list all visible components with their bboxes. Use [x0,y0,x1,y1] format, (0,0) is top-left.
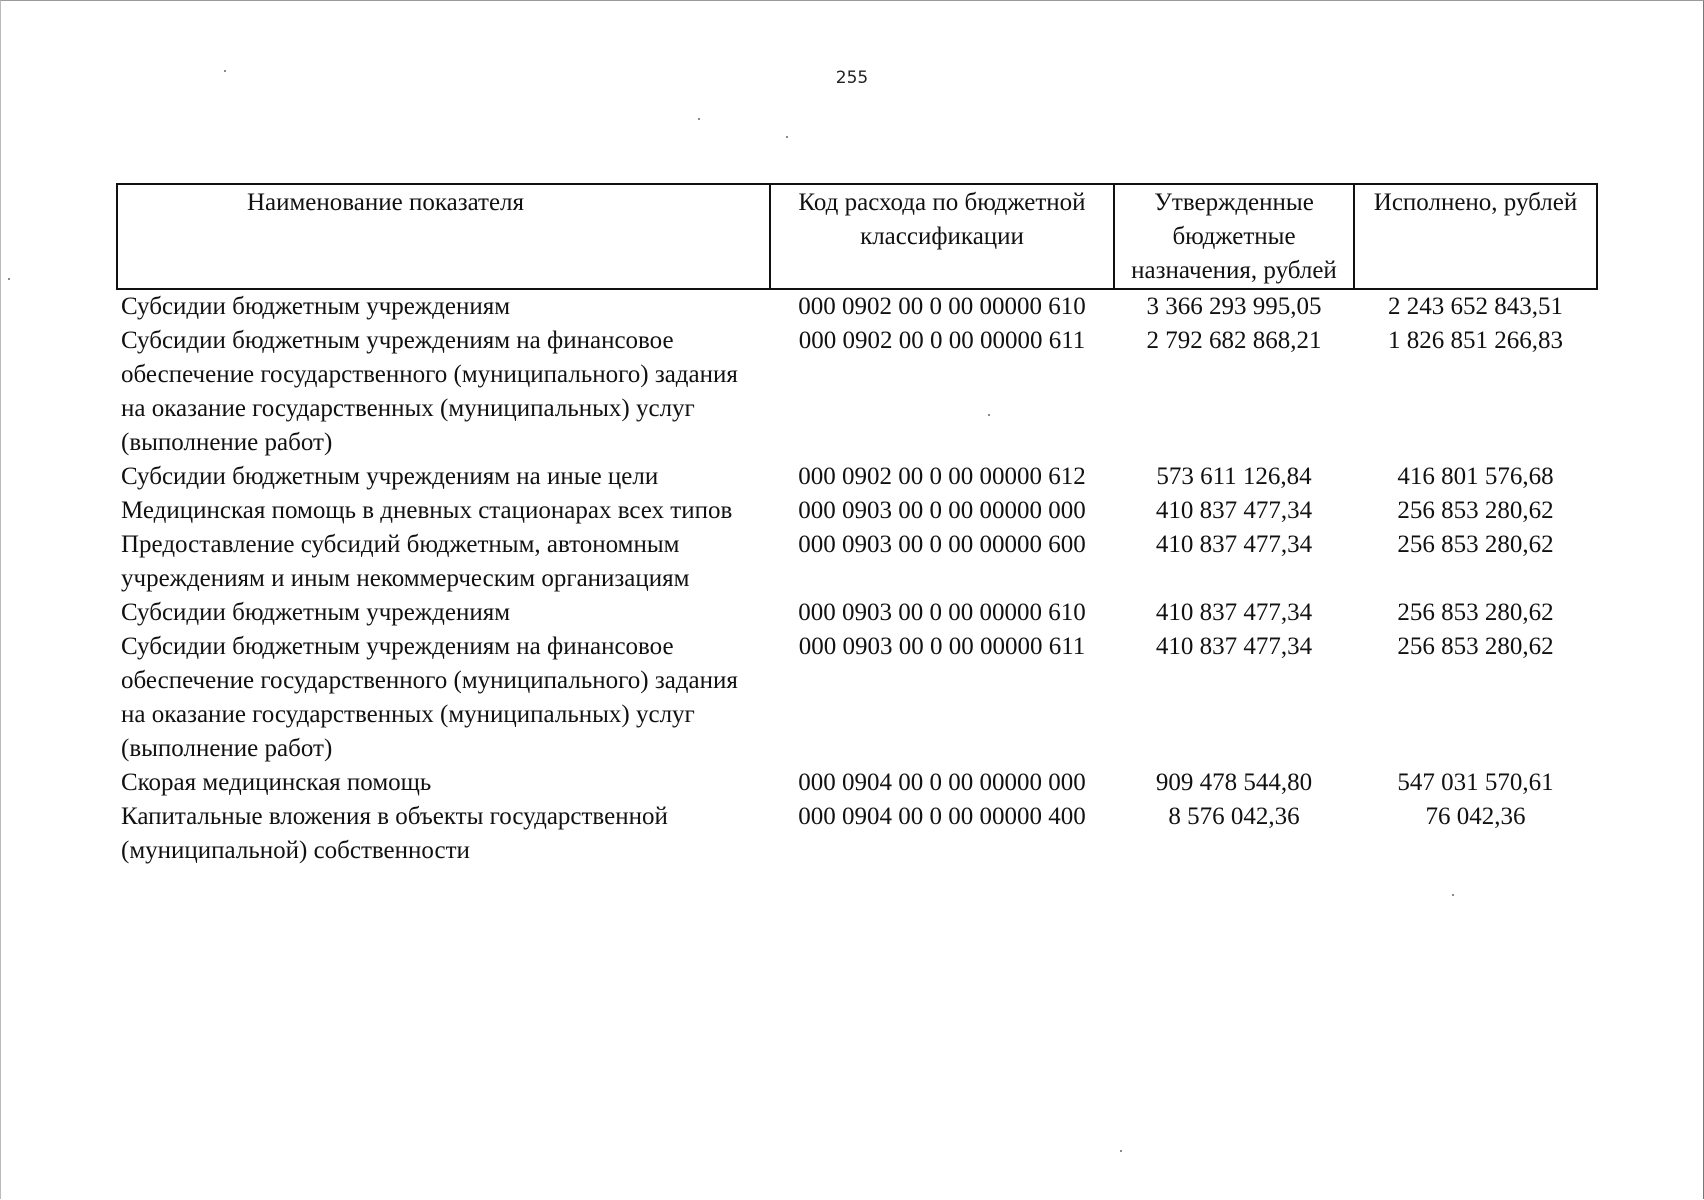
scan-speck [1120,1150,1122,1152]
row-code: 000 0903 00 0 00 00000 610 [798,599,1086,626]
row-name: Капитальные вложения в объекты государственной (муниципальной) собственности [121,803,668,864]
table-row [117,324,1597,460]
table-row [117,630,1597,766]
row-code: 000 0904 00 0 00 00000 000 [798,769,1086,796]
row-name: Субсидии бюджетным учреждениям на финансовое обеспечение государственного (муниципального) задания на оказание государственных (муниципальных) услуг (выполнение работ) [121,633,738,762]
table-body [117,289,1597,868]
row-executed: 256 853 280,62 [1397,531,1554,558]
table-header [117,184,1597,289]
row-approved: 2 792 682 868,21 [1146,327,1322,354]
row-executed: 76 042,36 [1425,803,1526,830]
row-approved: 8 576 042,36 [1168,803,1300,830]
table-row [117,289,1597,324]
row-approved: 410 837 477,34 [1155,599,1313,626]
row-name: Скорая медицинская помощь [121,769,432,796]
header-executed-amount: Исполнено, рублей [1354,184,1597,289]
row-code: 000 0902 00 0 00 00000 610 [798,293,1086,320]
table-row [117,766,1597,800]
row-executed: 1 826 851 266,83 [1388,327,1563,354]
scan-speck [1452,894,1454,896]
row-approved: 3 366 293 995,05 [1146,293,1322,320]
budget-table [116,183,1598,868]
row-executed: 256 853 280,62 [1397,599,1554,626]
scan-speck [988,414,990,416]
row-approved: 909 478 544,80 [1155,769,1313,796]
row-code: 000 0902 00 0 00 00000 611 [798,327,1086,354]
scan-speck [698,118,700,120]
row-approved: 410 837 477,34 [1155,633,1313,660]
scan-speck [786,136,788,138]
row-code: 000 0904 00 0 00 00000 400 [798,803,1086,830]
row-name: Субсидии бюджетным учреждениям [121,293,511,320]
row-name: Субсидии бюджетным учреждениям на финансовое обеспечение государственного (муниципального) задания на оказание государственных (муниципальных) услуг (выполнение работ) [121,327,738,456]
row-executed: 256 853 280,62 [1397,497,1554,524]
row-code: 000 0902 00 0 00 00000 612 [798,463,1086,490]
row-name: Медицинская помощь в дневных стационарах всех типов [121,497,733,524]
table-row [117,800,1597,868]
row-code: 000 0903 00 0 00 00000 000 [798,497,1086,524]
row-approved: 573 611 126,84 [1156,463,1312,490]
row-executed: 416 801 576,68 [1397,463,1554,490]
scan-speck [8,278,10,280]
table-row [117,494,1597,528]
header-expense-code: Код расхода по бюджетной классификации [770,184,1114,289]
row-approved: 410 837 477,34 [1155,531,1313,558]
header-approved-amount: Утвержденные бюджетные назначения, рублей [1114,184,1354,289]
row-name: Предоставление субсидий бюджетным, автономным учреждениям и иным некоммерческим организациям [121,531,690,592]
row-executed: 256 853 280,62 [1397,633,1554,660]
page-number: 255 [835,68,869,88]
header-indicator-name: Наименование показателя [117,184,770,289]
row-code: 000 0903 00 0 00 00000 611 [798,633,1086,660]
table-row [117,596,1597,630]
row-name: Субсидии бюджетным учреждениям [121,599,511,626]
scan-speck [224,70,226,72]
row-code: 000 0903 00 0 00 00000 600 [798,531,1086,558]
row-approved: 410 837 477,34 [1155,497,1313,524]
row-executed: 2 243 652 843,51 [1388,293,1563,320]
table-row [117,460,1597,494]
row-name: Субсидии бюджетным учреждениям на иные цели [121,463,659,490]
table-row [117,528,1597,596]
row-executed: 547 031 570,61 [1397,769,1554,796]
